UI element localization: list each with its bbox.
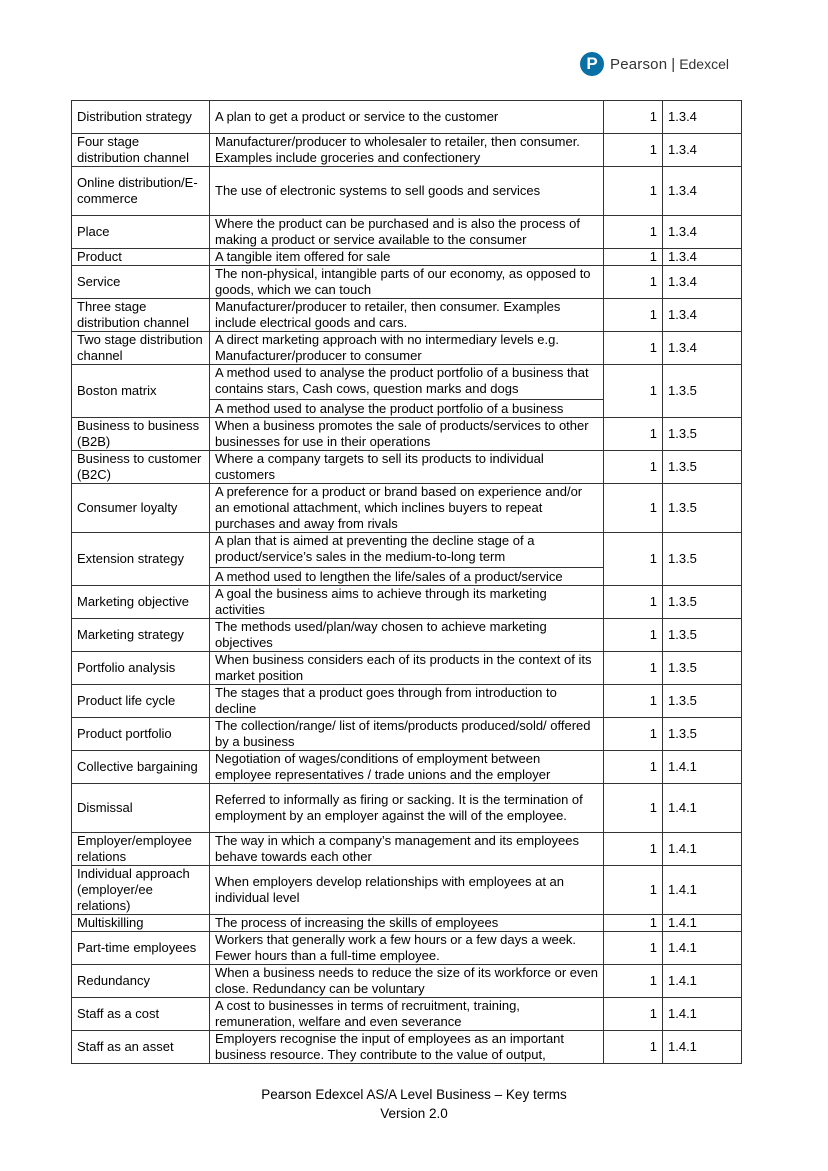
definition-text: Manufacturer/producer to wholesaler to retailer, then consumer. Examples include groceries and confectionery: [215, 134, 580, 165]
marks-cell: 1: [604, 586, 663, 619]
definition-text: Where the product can be purchased and is also the process of making a product or service available to the consumer: [215, 216, 580, 247]
definition-text: A preference for a product or brand based on experience and/or an emotional attachment, which inclines buyers to repeat purchases and away from rivals: [215, 484, 583, 531]
table-row: [72, 249, 742, 266]
term-cell: Individual approach (employer/ee relations): [72, 866, 210, 915]
alternative-definition-text: A method used to lengthen the life/sales of a product/service: [210, 567, 603, 585]
spec-ref-cell: 1.3.5: [663, 418, 742, 451]
spec-ref-cell: 1.4.1: [663, 833, 742, 866]
spec-ref-cell: 1.3.5: [663, 685, 742, 718]
spec-ref-cell: 1.3.4: [663, 134, 742, 167]
marks-cell: 1: [604, 266, 663, 299]
term-cell: Four stage distribution channel: [72, 134, 210, 167]
definition-cell: [210, 533, 604, 586]
spec-ref-cell: 1.3.5: [663, 365, 742, 418]
marks-cell: 1: [604, 998, 663, 1031]
definition-cell: [210, 1031, 604, 1064]
brand-name: Pearson: [610, 55, 668, 73]
definition-cell: [210, 965, 604, 998]
spec-ref-cell: 1.4.1: [663, 932, 742, 965]
definition-cell: [210, 365, 604, 418]
definition-cell: [210, 718, 604, 751]
term-cell: Place: [72, 216, 210, 249]
term-cell: Product portfolio: [72, 718, 210, 751]
term-cell: Product: [72, 249, 210, 266]
table-row: [72, 451, 742, 484]
term-cell: Employer/employee relations: [72, 833, 210, 866]
definition-text: Employers recognise the input of employees as an important business resource. They contribute to the value of output,: [215, 1031, 565, 1062]
definition-cell: [210, 866, 604, 915]
table-row: [72, 718, 742, 751]
term-cell: Distribution strategy: [72, 101, 210, 134]
spec-ref-cell: 1.4.1: [663, 1031, 742, 1064]
term-cell: Collective bargaining: [72, 751, 210, 784]
spec-ref-cell: 1.4.1: [663, 998, 742, 1031]
table-row: [72, 685, 742, 718]
spec-ref-cell: 1.3.5: [663, 451, 742, 484]
table-row: [72, 751, 742, 784]
marks-cell: 1: [604, 866, 663, 915]
table-row: [72, 619, 742, 652]
definition-cell: [210, 134, 604, 167]
definition-cell: [210, 915, 604, 932]
term-cell: Online distribution/E-commerce: [72, 167, 210, 216]
definition-cell: [210, 784, 604, 833]
term-cell: Portfolio analysis: [72, 652, 210, 685]
definition-cell: [210, 751, 604, 784]
definition-cell: [210, 249, 604, 266]
term-cell: Service: [72, 266, 210, 299]
definition-text: A method used to analyse the product portfolio of a business that contains stars, Cash cows, question marks and dogs: [215, 365, 589, 396]
definition-cell: [210, 299, 604, 332]
marks-cell: 1: [604, 451, 663, 484]
definition-text: Workers that generally work a few hours or a few days a week. Fewer hours than a full-time employee.: [215, 932, 577, 963]
spec-ref-cell: 1.4.1: [663, 915, 742, 932]
term-cell: Two stage distribution channel: [72, 332, 210, 365]
term-cell: Part-time employees: [72, 932, 210, 965]
definition-text: The way in which a company’s management and its employees behave towards each other: [215, 833, 579, 864]
definition-text: The process of increasing the skills of employees: [215, 915, 499, 930]
term-cell: Marketing objective: [72, 586, 210, 619]
definition-text: Referred to informally as firing or sacking. It is the termination of employment by an employer against the will of the employee.: [215, 792, 583, 823]
marks-cell: 1: [604, 418, 663, 451]
definition-cell: [210, 619, 604, 652]
definition-cell: [210, 685, 604, 718]
definition-text: A goal the business aims to achieve through its marketing activities: [215, 586, 547, 617]
spec-ref-cell: 1.3.4: [663, 101, 742, 134]
table-row: [72, 266, 742, 299]
term-cell: Three stage distribution channel: [72, 299, 210, 332]
definition-text: Manufacturer/producer to retailer, then consumer. Examples include electrical goods and cars.: [215, 299, 561, 330]
spec-ref-cell: 1.3.5: [663, 586, 742, 619]
marks-cell: 1: [604, 751, 663, 784]
definition-cell: [210, 266, 604, 299]
definition-text: A plan to get a product or service to the customer: [215, 109, 499, 124]
spec-ref-cell: 1.4.1: [663, 965, 742, 998]
marks-cell: 1: [604, 249, 663, 266]
definition-text: A direct marketing approach with no intermediary levels e.g. Manufacturer/producer to consumer: [215, 332, 559, 363]
definition-text: Negotiation of wages/conditions of employment between employee representatives / trade unions and the employer: [215, 751, 551, 782]
table-row: [72, 932, 742, 965]
definition-cell: [210, 586, 604, 619]
marks-cell: 1: [604, 332, 663, 365]
term-cell: Multiskilling: [72, 915, 210, 932]
term-cell: Business to business (B2B): [72, 418, 210, 451]
definition-cell: [210, 998, 604, 1031]
term-cell: Boston matrix: [72, 365, 210, 418]
table-row: [72, 484, 742, 533]
spec-ref-cell: 1.4.1: [663, 784, 742, 833]
term-cell: Marketing strategy: [72, 619, 210, 652]
definition-text: A tangible item offered for sale: [215, 249, 391, 264]
term-cell: Staff as an asset: [72, 1031, 210, 1064]
alternative-definition-text: A method used to analyse the product portfolio of a business: [210, 399, 603, 417]
spec-ref-cell: 1.4.1: [663, 866, 742, 915]
marks-cell: 1: [604, 932, 663, 965]
table-row: [72, 365, 742, 418]
spec-ref-cell: 1.3.4: [663, 332, 742, 365]
key-terms-table: [71, 100, 742, 1064]
definition-cell: [210, 418, 604, 451]
marks-cell: 1: [604, 619, 663, 652]
marks-cell: 1: [604, 833, 663, 866]
sub-brand-name: Edexcel: [679, 56, 729, 72]
pearson-edexcel-logo: [580, 52, 729, 76]
spec-ref-cell: 1.3.5: [663, 533, 742, 586]
table-row: [72, 784, 742, 833]
marks-cell: 1: [604, 718, 663, 751]
spec-ref-cell: 1.3.4: [663, 216, 742, 249]
definition-cell: [210, 484, 604, 533]
definition-text: The methods used/plan/way chosen to achieve marketing objectives: [215, 619, 547, 650]
marks-cell: 1: [604, 101, 663, 134]
spec-ref-cell: 1.3.5: [663, 619, 742, 652]
table-row: [72, 833, 742, 866]
footer-title: Pearson Edexcel AS/A Level Business – Key terms: [261, 1087, 567, 1102]
marks-cell: 1: [604, 533, 663, 586]
definition-text: The non-physical, intangible parts of our economy, as opposed to goods, which we can touch: [215, 266, 591, 297]
table-row: [72, 915, 742, 932]
term-cell: Consumer loyalty: [72, 484, 210, 533]
definition-text: The stages that a product goes through from introduction to decline: [215, 685, 557, 716]
spec-ref-cell: 1.3.4: [663, 266, 742, 299]
term-cell: Business to customer (B2C): [72, 451, 210, 484]
definition-cell: [210, 652, 604, 685]
spec-ref-cell: 1.3.4: [663, 249, 742, 266]
table-row: [72, 965, 742, 998]
definition-cell: [210, 932, 604, 965]
spec-ref-cell: 1.4.1: [663, 751, 742, 784]
definition-text: Where a company targets to sell its products to individual customers: [215, 451, 544, 482]
term-cell: Product life cycle: [72, 685, 210, 718]
table-row: [72, 652, 742, 685]
spec-ref-cell: 1.3.4: [663, 167, 742, 216]
brand-separator: |: [671, 55, 676, 73]
definition-text: When employers develop relationships with employees at an individual level: [215, 874, 565, 905]
spec-ref-cell: 1.3.5: [663, 718, 742, 751]
marks-cell: 1: [604, 484, 663, 533]
table-row: [72, 866, 742, 915]
marks-cell: 1: [604, 365, 663, 418]
spec-ref-cell: 1.3.5: [663, 484, 742, 533]
table-row: [72, 299, 742, 332]
definition-cell: [210, 332, 604, 365]
definition-cell: [210, 216, 604, 249]
definition-cell: [210, 167, 604, 216]
marks-cell: 1: [604, 915, 663, 932]
spec-ref-cell: 1.3.4: [663, 299, 742, 332]
marks-cell: 1: [604, 299, 663, 332]
marks-cell: 1: [604, 685, 663, 718]
table-row: [72, 418, 742, 451]
definition-text: A plan that is aimed at preventing the decline stage of a product/service’s sales in the medium-to-long term: [215, 533, 535, 564]
definition-cell: [210, 101, 604, 134]
definition-text: When a business needs to reduce the size of its workforce or even close. Redundancy can be voluntary: [215, 965, 598, 996]
marks-cell: 1: [604, 216, 663, 249]
term-cell: Dismissal: [72, 784, 210, 833]
table-row: [72, 167, 742, 216]
table-row: [72, 332, 742, 365]
footer-version: Version 2.0: [380, 1106, 448, 1121]
definition-cell: [210, 833, 604, 866]
definition-text: A cost to businesses in terms of recruitment, training, remuneration, welfare and even severance: [215, 998, 520, 1029]
definition-text: When business considers each of its products in the context of its market position: [215, 652, 592, 683]
page-footer: [0, 1085, 828, 1123]
term-cell: Extension strategy: [72, 533, 210, 586]
term-cell: Staff as a cost: [72, 998, 210, 1031]
definition-text: The use of electronic systems to sell goods and services: [215, 183, 541, 198]
marks-cell: 1: [604, 167, 663, 216]
table-row: [72, 998, 742, 1031]
table-row: [72, 1031, 742, 1064]
table-row: [72, 586, 742, 619]
table-row: [72, 533, 742, 586]
marks-cell: 1: [604, 1031, 663, 1064]
marks-cell: 1: [604, 965, 663, 998]
table-row: [72, 216, 742, 249]
spec-ref-cell: 1.3.5: [663, 652, 742, 685]
definition-cell: [210, 451, 604, 484]
marks-cell: 1: [604, 784, 663, 833]
table-row: [72, 101, 742, 134]
term-cell: Redundancy: [72, 965, 210, 998]
table-row: [72, 134, 742, 167]
definition-text: When a business promotes the sale of products/services to other businesses for use in their operations: [215, 418, 589, 449]
definition-text: The collection/range/ list of items/products produced/sold/ offered by a business: [215, 718, 591, 749]
marks-cell: 1: [604, 652, 663, 685]
pearson-logo-icon: P: [580, 52, 604, 76]
marks-cell: 1: [604, 134, 663, 167]
